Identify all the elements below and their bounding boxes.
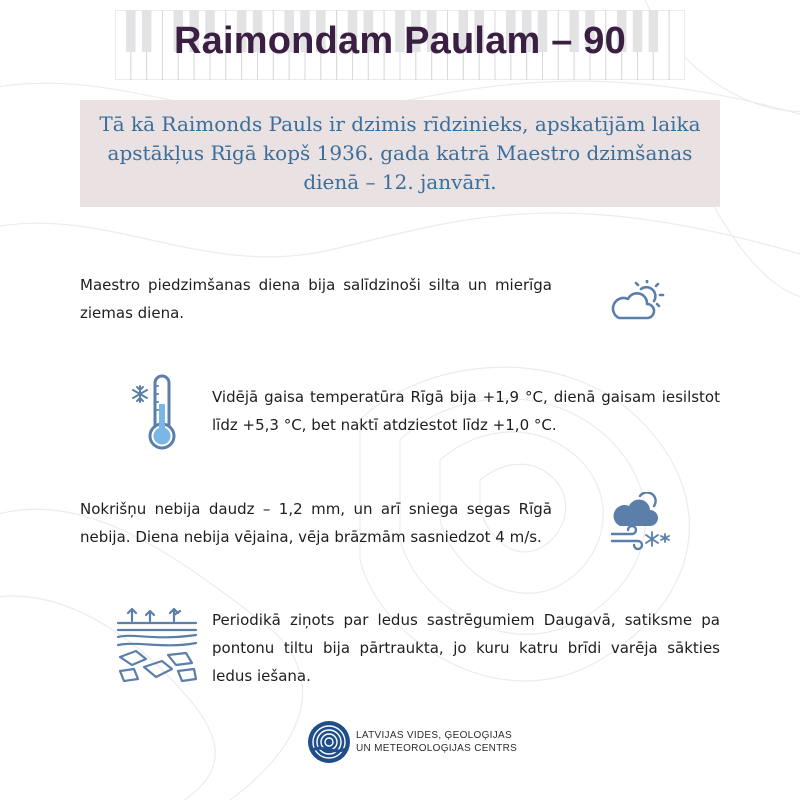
organization-name bbox=[356, 729, 556, 755]
wind-snow-cloud-icon bbox=[610, 492, 672, 554]
fact-text-4: Periodikā ziņots par ledus sastrēgumiem Daugavā, satiksme pa pontonu tiltu bija pārtraukta, jo kuru katru brīdi varēja sākties ledus iešana. bbox=[212, 611, 720, 685]
lvgmc-logo-icon bbox=[307, 720, 351, 764]
thermometer-icon bbox=[128, 372, 180, 452]
organization-line-1: LATVIJAS VIDES, ĢEOLOĢIJAS bbox=[356, 730, 512, 741]
partly-cloudy-icon bbox=[607, 280, 665, 324]
page-title: Raimondam Paulam – 90 bbox=[174, 20, 626, 62]
fact-text-2: Vidējā gaisa temperatūra Rīgā bija +1,9 °C, dienā gaisam iesilstot līdz +5,3 °C, bet naktī atdziestot līdz +1,0 °C. bbox=[212, 388, 720, 434]
fact-text-3: Nokrišņu nebija daudz – 1,2 mm, un arī sniega segas Rīgā nebija. Diena nebija vējaina, vēja brāzmām sasniedzot 4 m/s. bbox=[80, 500, 552, 546]
intro-text: Tā kā Raimonds Pauls ir dzimis rīdzinieks, apskatījām laika apstākļus Rīgā kopš 1936. gada katrā Maestro dzimšanas dienā – 12. janvārī. bbox=[99, 112, 701, 194]
fact-text-1: Maestro piedzimšanas diena bija salīdzinoši silta un mierīga ziemas diena. bbox=[80, 276, 552, 322]
river-ice-icon bbox=[114, 607, 200, 685]
organization-line-2: UN METEOROLOĢIJAS CENTRS bbox=[356, 743, 518, 754]
